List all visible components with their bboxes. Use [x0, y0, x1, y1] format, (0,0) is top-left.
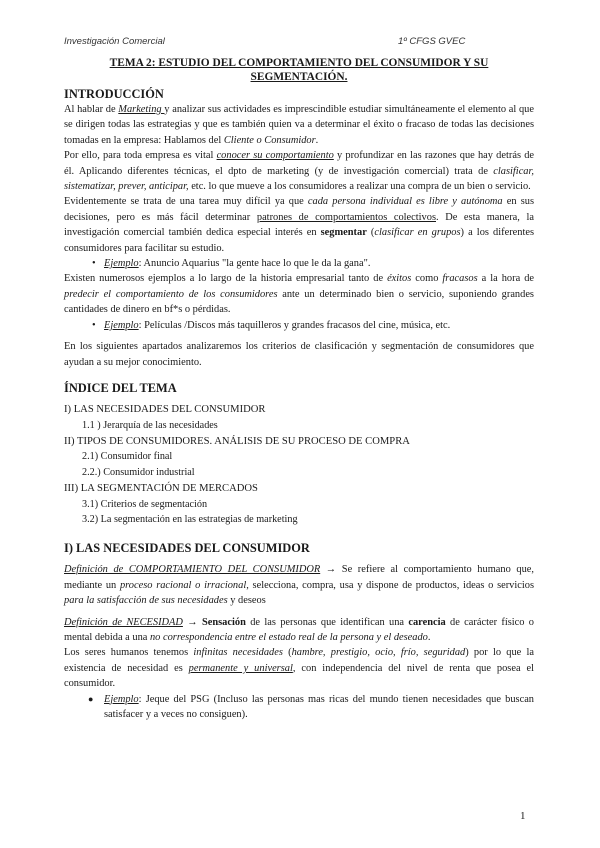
index-item-2-1: 2.1) Consumidor final: [82, 451, 173, 463]
intro-paragraph-4: Existen numerosos ejemplos a lo largo de la historia empresarial tanto de éxitos como fracasos a la hora de predecir el comportamiento de los consumidores ante un determinado bien o servicio, suponiendo grandes cantidades de dinero en bf*s o pérdidas.: [64, 273, 535, 316]
index-item-3: III) LA SEGMENTACIÓN DE MERCADOS: [64, 482, 258, 494]
header-left: Investigación Comercial: [64, 36, 165, 47]
index-item-3-1: 3.1) Criterios de segmentación: [82, 498, 208, 510]
intro-paragraph-5: En los siguientes apartados analizaremos los criterios de clasificación y segmentación de consumidores que ayudan a su mejor conocimiento.: [64, 341, 534, 368]
section1-heading: I) LAS NECESIDADES DEL CONSUMIDOR: [64, 541, 310, 556]
index-item-3-2: 3.2) La segmentación en las estrategias de marketing: [82, 514, 298, 526]
bullet-icon: •: [92, 319, 96, 331]
header-right: 1º CFGS GVEC: [398, 36, 466, 47]
intro-paragraph-1: Al hablar de Marketing y analizar sus actividades es imprescindible estudiar simultáneamente el elemento al que se dirigen todas las estrategias y que es también quien va a determinar el éxito o fracaso de todas las decisiones tomadas en la empresa: Hablamos del Cliente o Consumidor.: [64, 104, 534, 146]
definition-comportamiento: Definición de COMPORTAMIENTO DEL CONSUMIDOR → Se refiere al comportamiento humano que, mediante un proceso racional o irracional, selecciona, compra, usa y dispone de productos, ideas o servicios para la satisfacción de sus necesidades y deseos: [64, 564, 535, 607]
index-item-2: II) TIPOS DE CONSUMIDORES. ANÁLISIS DE SU PROCESO DE COMPRA: [64, 435, 410, 447]
page-number: 1: [520, 810, 526, 822]
section1-paragraph-3: Los seres humanos tenemos infinitas necesidades (hambre, prestigio, ocio, frío, seguridad) por lo que la existencia de necesidad es permanente y universal, con independencia del nivel de renta que posea el consumidor.: [64, 647, 535, 690]
section1-bullet-1: ● Ejemplo: Jeque del PSG (Incluso las personas mas ricas del mundo tienen necesidades que buscan satisfacer y a veces no consiguen).: [88, 693, 534, 720]
intro-paragraph-3: Evidentemente se trata de una tarea muy difícil ya que cada persona individual es libre y autónoma en sus decisiones, pero es más fácil determinar patrones de comportamientos colectivos. De esta manera, la investigación comercial también dedica especial interés en segmentar (clasificar en grupos) a los diferentes consumidores para facilitar su estudio.: [64, 196, 535, 254]
document-body: [64, 56, 534, 722]
intro-paragraph-2: Por ello, para toda empresa es vital conocer su comportamiento y profundizar en las razones que hay detrás de él. Aplicando diferentes técnicas, el dpto de marketing (y de investigación comercial) trata de clasificar, sistematizar, prever, anticipar, etc. lo que mueve a los consumidores a realizar una compra de un bien o servicio.: [64, 150, 535, 193]
definition-necesidad: Definición de NECESIDAD → Sensación de las personas que identifican una carencia de carácter físico o mental debida a una no correspondencia entre el estado real de la persona y el deseado.: [64, 616, 534, 643]
intro-bullet-2: • Ejemplo: Películas /Discos más taquilleros y grandes fracasos del cine, música, etc.: [64, 318, 534, 333]
index-item-1: I) LAS NECESIDADES DEL CONSUMIDOR: [64, 403, 266, 415]
intro-bullet-1: • Ejemplo: Anuncio Aquarius "la gente hace lo que le da la gana".: [64, 256, 534, 271]
bullet-icon: •: [92, 258, 96, 270]
index-item-1-1: 1.1 ) Jerarquía de las necesidades: [82, 419, 218, 431]
index-heading: ÍNDICE DEL TEMA: [64, 380, 177, 395]
index-item-2-2: 2.2.) Consumidor industrial: [82, 467, 195, 479]
bullet-icon: ●: [88, 693, 94, 704]
intro-heading: INTRODUCCIÓN: [64, 87, 164, 101]
document-title: TEMA 2: ESTUDIO DEL COMPORTAMIENTO DEL CONSUMIDOR Y SU SEGMENTACIÓN.: [109, 57, 489, 83]
